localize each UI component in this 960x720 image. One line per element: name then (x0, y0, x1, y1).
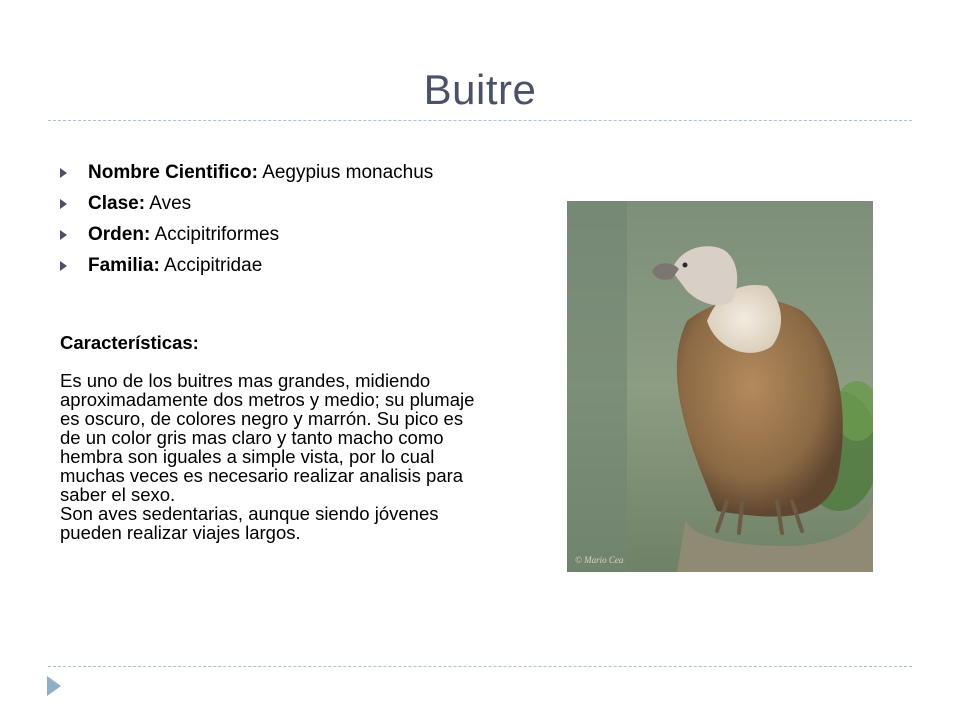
bullet-arrow-icon (60, 199, 67, 209)
description-paragraph: Es uno de los buitres mas grandes, midiendo aproximadamente dos metros y medio; su plumaje es oscuro, de colores negro y marrón. Su pico es de un color gris mas claro y tanto macho como hembra son iguales a simple vista, por lo cual muchas veces es necesario realizar analisis para saber el sexo. (60, 370, 475, 505)
photo-background (567, 201, 627, 572)
fact-family (60, 255, 460, 277)
bullet-arrow-icon (60, 261, 67, 271)
slide-title: Buitre (423, 66, 537, 113)
fact-label: Orden: (88, 224, 151, 245)
fact-class (60, 193, 460, 215)
fact-order (60, 224, 460, 246)
vulture-eye (683, 263, 688, 268)
fact-label: Clase: (88, 193, 146, 214)
title-divider (48, 120, 912, 121)
next-slide-icon[interactable] (47, 676, 61, 696)
fact-label: Familia: (88, 255, 160, 276)
fact-scientific-name (60, 162, 460, 184)
fact-value: Aegypius monachus (262, 162, 434, 183)
description-paragraph: Son aves sedentarias, aunque siendo jóvenes pueden realizar viajes largos. (60, 503, 439, 543)
photo-watermark: © Mario Cea (575, 555, 624, 565)
bullet-arrow-icon (60, 168, 67, 178)
fact-value: Aves (149, 193, 192, 214)
bullet-arrow-icon (60, 230, 67, 240)
vulture-photo (567, 201, 873, 572)
characteristics-block (60, 333, 480, 542)
footer-divider (48, 666, 912, 667)
characteristics-heading: Características: (60, 332, 199, 353)
fact-value: Accipitridae (164, 255, 263, 276)
facts-list (60, 162, 460, 286)
fact-label: Nombre Cientifico: (88, 162, 258, 183)
fact-value: Accipitriformes (154, 224, 280, 245)
